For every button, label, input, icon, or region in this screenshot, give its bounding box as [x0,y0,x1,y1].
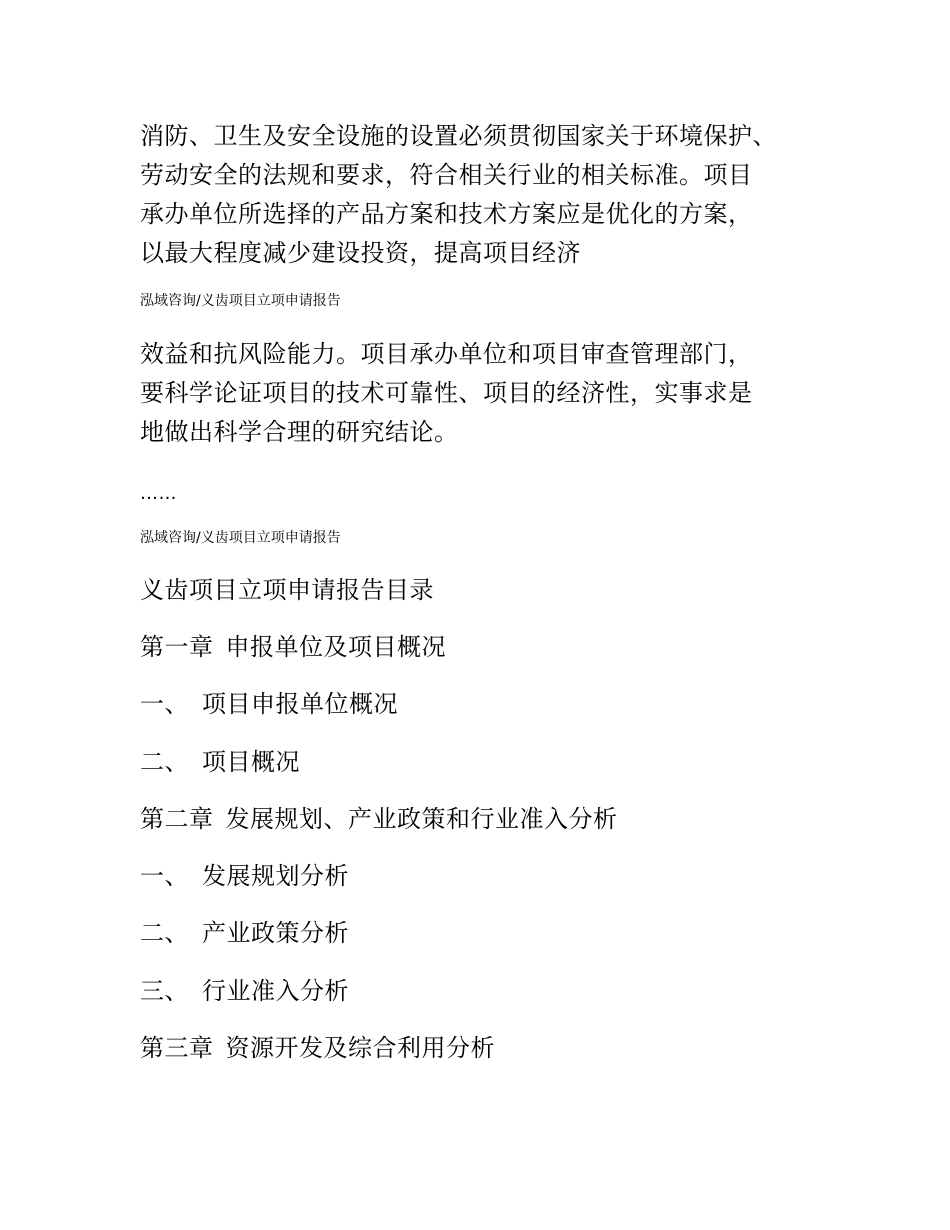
header-note: 泓域咨询/义齿项目立项申请报告 [140,293,341,309]
toc-entry-number: 一、 [140,862,189,890]
toc-entry-text: 项目概况 [202,748,300,776]
toc-entry-section [140,861,349,891]
toc-entry-number: 二、 [140,919,189,947]
paragraph-1-line-3: 承办单位所选择的产品方案和技术方案应是优化的方案， [140,200,753,228]
toc-entry-text: 发展规划、产业政策和行业准入分析 [225,805,618,833]
toc-entry-text: 行业准入分析 [202,977,349,1005]
toc-entry-number: 第二章 [140,805,214,833]
toc-entry-number: 一、 [140,690,189,718]
toc-entry-number: 二、 [140,748,189,776]
toc-entry-number: 三、 [140,977,189,1005]
toc-entry-text: 项目申报单位概况 [202,690,398,718]
toc-entry-text: 申报单位及项目概况 [225,633,446,661]
toc-entry-section [140,689,398,719]
paragraph-1-line-4: 以最大程度减少建设投资，提高项目经济 [140,239,581,267]
toc-entry-text: 资源开发及综合利用分析 [225,1034,495,1062]
toc-entry-chapter-1 [140,632,446,662]
toc-title: 义齿项目立项申请报告目录 [140,576,434,604]
paragraph-1-line-1: 消防、卫生及安全设施的设置必须贯彻国家关于环境保护、 [140,122,777,150]
toc-entry-text: 产业政策分析 [202,919,349,947]
toc-entry-number: 第三章 [140,1034,214,1062]
paragraph-2-line-1: 效益和抗风险能力。项目承办单位和项目审查管理部门， [140,340,753,368]
toc-entry-section [140,747,300,777]
toc-entry-chapter-3 [140,1033,495,1063]
header-note: 泓域咨询/义齿项目立项申请报告 [140,530,341,546]
ellipsis: …… [140,483,177,504]
toc-entry-text: 发展规划分析 [202,862,349,890]
paragraph-2-line-3: 地做出科学合理的研究结论。 [140,418,459,446]
toc-entry-section [140,976,349,1006]
toc-entry-section [140,918,349,948]
toc-entry-chapter-2 [140,804,618,834]
paragraph-2-line-2: 要科学论证项目的技术可靠性、项目的经济性，实事求是 [140,379,753,407]
paragraph-1-line-2: 劳动安全的法规和要求，符合相关行业的相关标准。项目 [140,161,753,189]
toc-entry-number: 第一章 [140,633,214,661]
